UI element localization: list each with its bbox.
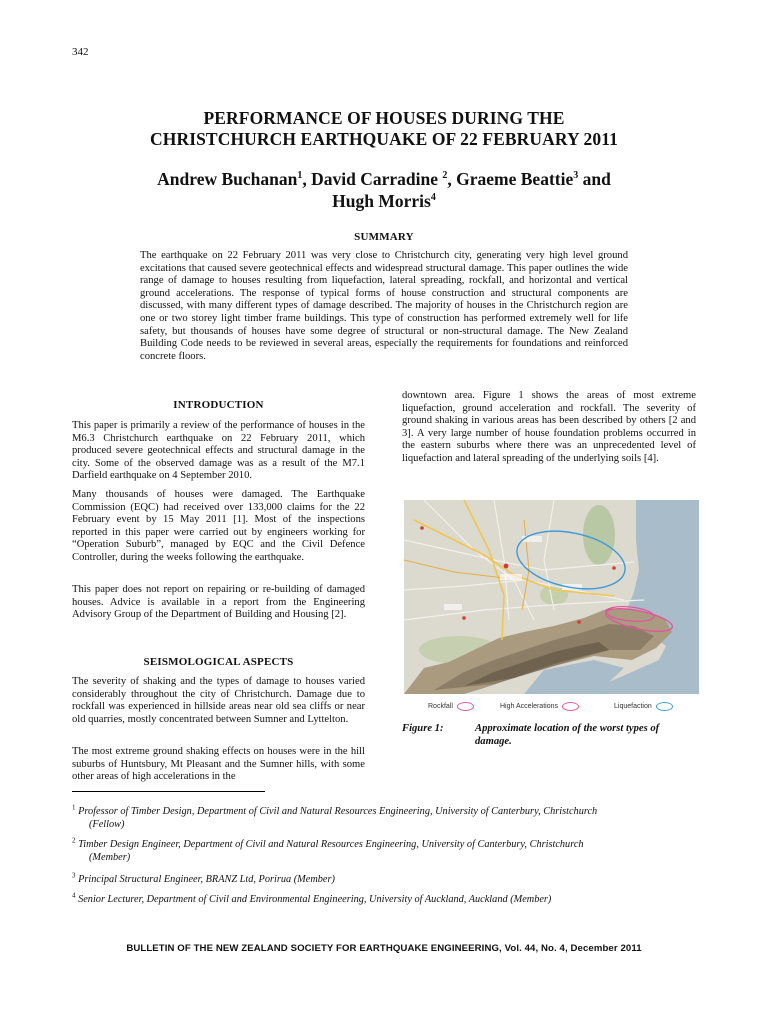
blue-oval-icon: [656, 702, 673, 711]
figure-caption-text: Approximate location of the worst types of damage.: [475, 723, 660, 747]
author-mark: 4: [430, 192, 436, 204]
author-mark: 3: [573, 170, 579, 182]
footnote-continuation: (Fellow): [89, 819, 125, 830]
footnote-mark: 1: [72, 803, 76, 812]
legend-label: High Accelerations: [500, 703, 558, 710]
legend-label: Rockfall: [428, 703, 453, 710]
introduction-paragraph-2: Many thousands of houses were damaged. The Earthquake Commission (EQC) had received over 133,000 claims for the 22 February event by 15 May 2011 [1]. Most of the inspections reported in this paper were carried out by engineers working for “Operation Suburb”, managed by EQC and the Civil Defence Controller, during the weeks following the earthquake.: [72, 489, 365, 563]
introduction-heading: INTRODUCTION: [173, 399, 264, 411]
figure-1-map: [404, 500, 699, 694]
footnote-mark: 4: [72, 891, 76, 900]
seismological-paragraph-continued: downtown area. Figure 1 shows the areas of most extreme liquefaction, ground acceleration and rockfall. The severity of ground shaking in various areas has been described by others [2 and 3]. A very large number of house foundation problems occurred in the eastern suburbs where there was an unprecedented level of liquefaction and lateral spreading of the underlying soils [4].: [402, 390, 696, 464]
page-number: 342: [72, 46, 89, 58]
paper-title-line-1: PERFORMANCE OF HOUSES DURING THE: [203, 108, 565, 128]
author-line-1: [60, 168, 708, 190]
author-name: Graeme Beattie: [456, 169, 574, 189]
pink-oval-icon: [457, 702, 474, 711]
author-name: David Carradine: [311, 169, 443, 189]
footnote-mark: 2: [72, 836, 76, 845]
journal-footer: BULLETIN OF THE NEW ZEALAND SOCIETY FOR EARTHQUAKE ENGINEERING, Vol. 44, No. 4, December 2011: [126, 943, 642, 954]
figure-legend: [404, 700, 699, 716]
paper-title: [60, 108, 708, 150]
author-mark: 1: [297, 170, 303, 182]
footnote-text: Timber Design Engineer, Department of Civil and Natural Resources Engineering, University of Canterbury, Christchurch: [78, 839, 584, 850]
footnote-3: [72, 873, 692, 886]
map-image: [404, 500, 699, 694]
footnote-4: [72, 893, 692, 906]
author-separator: ,: [447, 169, 457, 189]
legend-label: Liquefaction: [614, 703, 652, 710]
footnote-text: Senior Lecturer, Department of Civil and Environmental Engineering, University of Auckland, Auckland (Member): [78, 894, 552, 905]
summary-text: The earthquake on 22 February 2011 was very close to Christchurch city, generating very high level ground excitations that caused severe geotechnical effects and widespread structural damage. This paper outlines the wide range of damage to houses resulting from liquefaction, lateral spreading, rockfall, and horizontal and vertical ground accelerations. The response of typical forms of house construction and structural components are discussed, with many different types of damage described. The majority of houses in the Christchurch region are one or two storey light timber frame buildings. This type of construction has performed extremely well for life safety, but thousands of houses have some degree of structural or non-structural damage. The New Zealand Building Code needs to be reviewed in several areas, especially the requirements for foundations and reinforced concrete floors.: [140, 250, 628, 362]
summary-heading: SUMMARY: [354, 231, 414, 243]
pink-oval-icon: [562, 702, 579, 711]
author-separator: ,: [302, 169, 312, 189]
paper-title-line-2: CHRISTCHURCH EARTHQUAKE OF 22 FEBRUARY 2011: [150, 129, 618, 149]
introduction-paragraph-3: This paper does not report on repairing or re-building of damaged houses. Advice is available in a report from the Engineering Advisory Group of the Department of Building and Housing [2].: [72, 584, 365, 621]
author-line-2: [60, 190, 708, 212]
legend-item-rockfall: [428, 702, 474, 711]
footnote-rule: [72, 791, 265, 792]
author-list: [60, 168, 708, 212]
author-mark: 2: [442, 170, 448, 182]
footnote-2: [72, 838, 692, 864]
footnote-text: Principal Structural Engineer, BRANZ Ltd, Porirua (Member): [78, 874, 335, 885]
footnote-1: [72, 805, 692, 831]
seismological-paragraph-2: The most extreme ground shaking effects on houses were in the hill suburbs of Huntsbury, Mt Pleasant and the Sumner hills, with some other areas of high accelerations in the: [72, 746, 365, 783]
footnote-continuation: (Member): [89, 852, 131, 863]
author-name: Andrew Buchanan: [157, 169, 298, 189]
legend-item-high-accelerations: [500, 702, 579, 711]
footnote-text: Professor of Timber Design, Department of Civil and Natural Resources Engineering, University of Canterbury, Christchurch: [78, 806, 598, 817]
footnote-mark: 3: [72, 871, 76, 880]
legend-item-liquefaction: [614, 702, 673, 711]
seismological-paragraph-1: The severity of shaking and the types of damage to houses varied considerably throughout the city of Christchurch. Damage due to rockfall was experienced in hillside areas near old sea cliffs or near old quarries, mostly concentrated between Sumner and Lyttelton.: [72, 676, 365, 725]
introduction-paragraph-1: This paper is primarily a review of the performance of houses in the M6.3 Christchurch earthquake on 22 February 2011, which produced severe geotechnical effects and structural damage in the city. Some of the observed damage was as a result of the M7.1 Darfield earthquake on 4 September 2010.: [72, 420, 365, 482]
seismological-heading: SEISMOLOGICAL ASPECTS: [143, 656, 294, 668]
author-separator: and: [578, 169, 611, 189]
author-name: Hugh Morris: [332, 191, 431, 211]
figure-caption-label: Figure 1:: [402, 723, 444, 734]
